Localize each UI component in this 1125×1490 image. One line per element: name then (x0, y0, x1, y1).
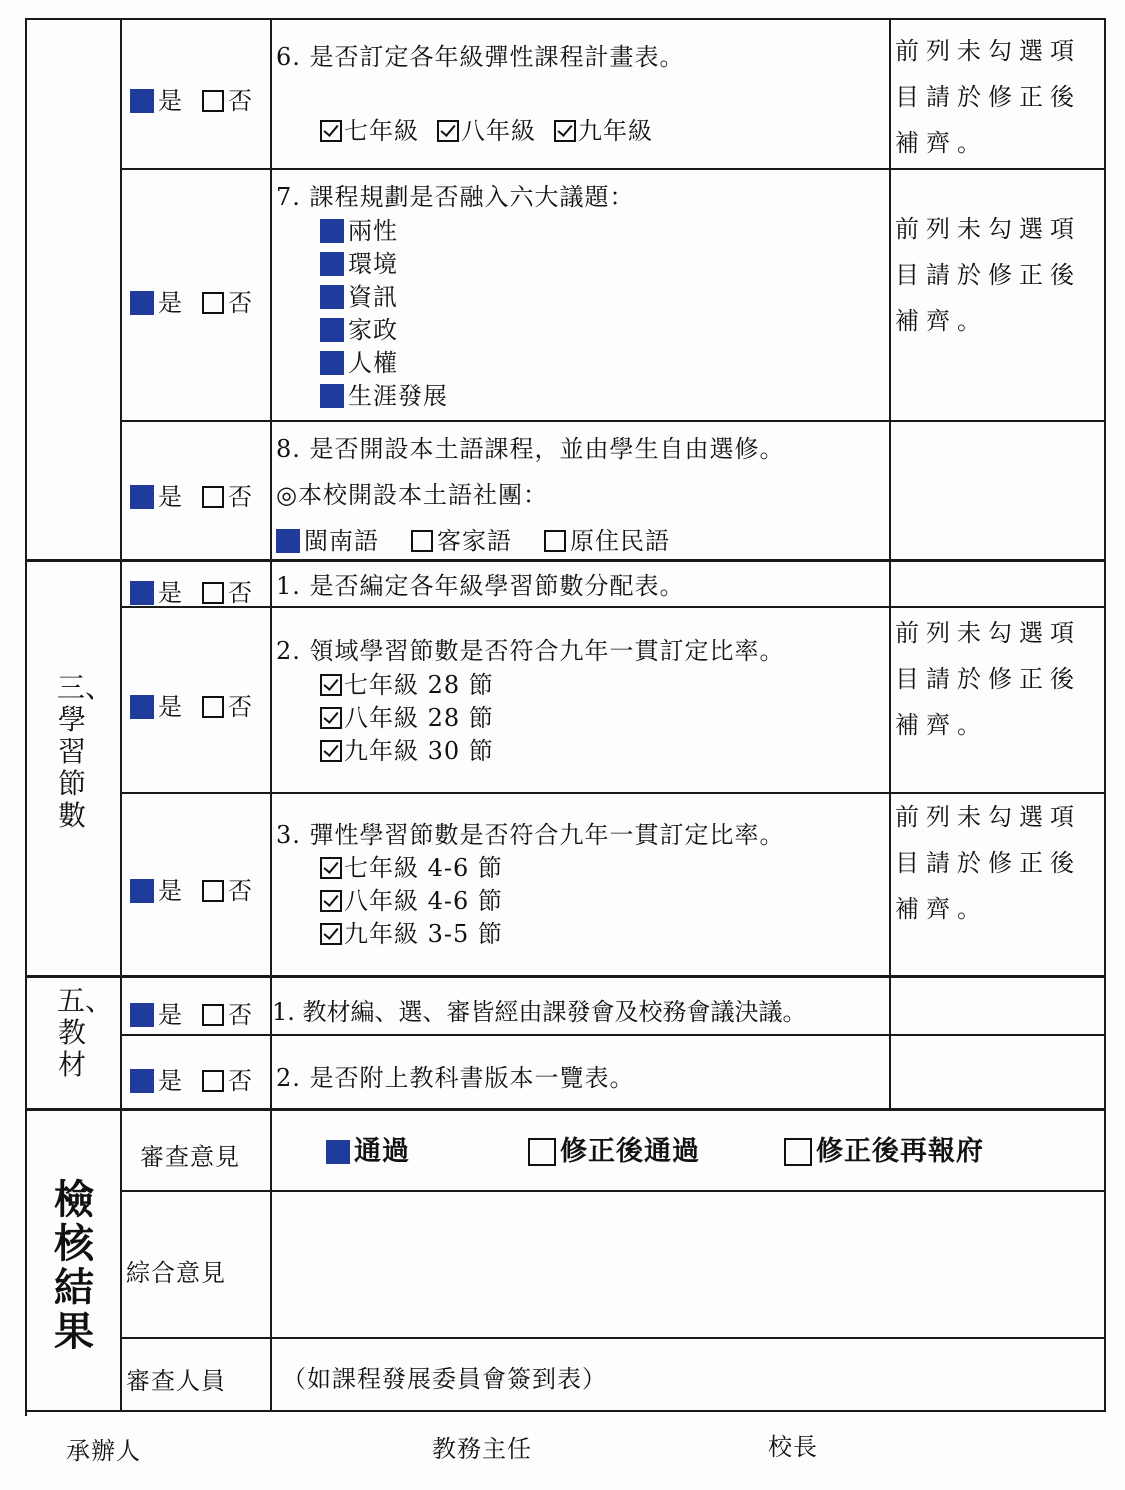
yes-checkbox[interactable] (130, 291, 154, 315)
review-label: 審查意見 (140, 1143, 240, 1171)
s3q1-question: 1. 是否編定各年級學習節數分配表。 (276, 572, 685, 600)
yes-label: 是 (158, 1001, 182, 1029)
s3q3-item (320, 886, 503, 916)
yes-checkbox[interactable] (130, 89, 154, 113)
yes-label: 是 (158, 87, 182, 115)
issue-item (320, 216, 398, 246)
language-label: 客家語 (437, 527, 512, 555)
yes-checkbox[interactable] (130, 1003, 154, 1027)
no-checkbox[interactable] (202, 1004, 224, 1026)
no-checkbox[interactable] (202, 582, 224, 604)
issue-item (320, 348, 398, 378)
yes-label: 是 (158, 289, 182, 317)
section5-title (52, 984, 114, 1081)
checked-checkbox[interactable] (320, 707, 342, 729)
s3q3-item (320, 919, 503, 949)
no-label: 否 (228, 289, 252, 317)
s3q3-question: 3. 彈性學習節數是否符合九年一貫訂定比率。 (276, 821, 785, 849)
yes-label: 是 (158, 1067, 182, 1095)
option-pass: 通過 (354, 1136, 410, 1167)
yes-label: 是 (158, 693, 182, 721)
issue-label: 家政 (348, 316, 398, 344)
result-title-text: 檢核結果 (54, 1176, 94, 1355)
option-pass-after-fix: 修正後通過 (560, 1136, 700, 1167)
row6-note: 前列未勾選項目請於修正後補齊。 (895, 37, 1081, 157)
section3-title-text: 三、學習節數 (57, 671, 114, 832)
checked-fill-checkbox[interactable] (320, 285, 344, 309)
reviewer-label: 審查人員 (126, 1367, 226, 1395)
unchecked-checkbox[interactable] (784, 1138, 812, 1166)
row6-yes-no (130, 86, 252, 116)
yes-checkbox[interactable] (130, 581, 154, 605)
row8-sub: ◎本校開設本土語社團： (276, 481, 548, 509)
handler-label: 承辦人 (66, 1437, 141, 1465)
yes-checkbox[interactable] (130, 485, 154, 509)
s3q2-item (320, 670, 494, 700)
no-label: 否 (228, 1001, 252, 1029)
issue-label: 生涯發展 (348, 382, 448, 410)
result-title (44, 1178, 104, 1354)
no-checkbox[interactable] (202, 292, 224, 314)
checked-checkbox[interactable] (320, 740, 342, 762)
issue-label: 兩性 (348, 217, 398, 245)
principal-label: 校長 (768, 1433, 818, 1461)
checked-fill-checkbox[interactable] (320, 219, 344, 243)
unchecked-checkbox[interactable] (528, 1138, 556, 1166)
summary-label: 綜合意見 (126, 1259, 226, 1287)
no-label: 否 (228, 877, 252, 905)
s5q1-yes-no (130, 1000, 252, 1030)
checked-checkbox[interactable] (320, 120, 342, 142)
hours-label: 九年級 30 節 (344, 737, 494, 765)
hours-label: 七年級 28 節 (344, 671, 494, 699)
no-checkbox[interactable] (202, 90, 224, 112)
issue-label: 資訊 (348, 283, 398, 311)
yes-checkbox[interactable] (130, 1069, 154, 1093)
grade-label: 七年級 (344, 117, 419, 145)
no-label: 否 (228, 483, 252, 511)
no-checkbox[interactable] (202, 486, 224, 508)
s3q2-question: 2. 領域學習節數是否符合九年一貫訂定比率。 (276, 637, 785, 665)
s5q1-question: 1. 教材編、選、審皆經由課發會及校務會議決議。 (272, 998, 807, 1026)
yes-label: 是 (158, 579, 182, 607)
row7-question: 7. 課程規劃是否融入六大議題： (276, 183, 635, 211)
grade-label: 八年級 (461, 117, 536, 145)
s3q3-note: 前列未勾選項目請於修正後補齊。 (895, 803, 1081, 923)
row8-question: 8. 是否開設本土語課程，並由學生自由選修。 (276, 435, 785, 463)
s5q2-yes-no (130, 1066, 252, 1096)
language-label: 閩南語 (304, 527, 379, 555)
checked-checkbox[interactable] (320, 923, 342, 945)
checked-fill-checkbox[interactable] (320, 318, 344, 342)
hours-label: 八年級 28 節 (344, 704, 494, 732)
yes-checkbox[interactable] (130, 879, 154, 903)
no-checkbox[interactable] (202, 880, 224, 902)
grade-label: 九年級 (578, 117, 653, 145)
unchecked-checkbox[interactable] (411, 530, 433, 552)
checked-checkbox[interactable] (320, 857, 342, 879)
hours-label: 八年級 4-6 節 (344, 887, 503, 915)
language-label: 原住民語 (570, 527, 670, 555)
no-label: 否 (228, 693, 252, 721)
issue-item (320, 249, 398, 279)
no-checkbox[interactable] (202, 696, 224, 718)
section5-title-text: 五、教材 (57, 984, 114, 1081)
no-label: 否 (228, 1067, 252, 1095)
hours-label: 九年級 3-5 節 (344, 920, 503, 948)
checked-checkbox[interactable] (320, 890, 342, 912)
no-checkbox[interactable] (202, 1070, 224, 1092)
issue-item (320, 282, 398, 312)
issue-label: 環境 (348, 250, 398, 278)
section3-title (52, 671, 114, 832)
s3q2-item (320, 736, 494, 766)
issue-label: 人權 (348, 349, 398, 377)
checked-checkbox[interactable] (320, 674, 342, 696)
s5q2-question: 2. 是否附上教科書版本一覽表。 (276, 1064, 635, 1092)
s3q2-note: 前列未勾選項目請於修正後補齊。 (895, 619, 1081, 739)
director-label: 教務主任 (432, 1435, 532, 1463)
s3q3-yes-no (130, 876, 252, 906)
review-options (326, 1137, 984, 1167)
no-label: 否 (228, 87, 252, 115)
unchecked-checkbox[interactable] (544, 530, 566, 552)
language-list (276, 526, 670, 556)
row7-note: 前列未勾選項目請於修正後補齊。 (895, 215, 1081, 335)
checked-checkbox[interactable] (554, 120, 576, 142)
checked-checkbox[interactable] (437, 120, 459, 142)
option-resubmit: 修正後再報府 (816, 1136, 984, 1167)
s3q2-yes-no (130, 692, 252, 722)
checked-fill-checkbox[interactable] (276, 529, 300, 553)
checked-fill-checkbox[interactable] (326, 1140, 350, 1164)
yes-label: 是 (158, 877, 182, 905)
row6-question: 6. 是否訂定各年級彈性課程計畫表。 (276, 43, 685, 71)
s3q3-item (320, 853, 503, 883)
hours-label: 七年級 4-6 節 (344, 854, 503, 882)
row8-yes-no (130, 482, 252, 512)
row7-yes-no (130, 288, 252, 318)
checked-fill-checkbox[interactable] (320, 351, 344, 375)
s3q2-item (320, 703, 494, 733)
yes-checkbox[interactable] (130, 695, 154, 719)
reviewer-value: （如課程發展委員會簽到表） (282, 1365, 607, 1393)
issue-item (320, 315, 398, 345)
no-label: 否 (228, 579, 252, 607)
s3q1-yes-no (130, 578, 252, 608)
checked-fill-checkbox[interactable] (320, 252, 344, 276)
yes-label: 是 (158, 483, 182, 511)
issue-item (320, 381, 448, 411)
checked-fill-checkbox[interactable] (320, 384, 344, 408)
row6-grade-list (320, 116, 653, 146)
